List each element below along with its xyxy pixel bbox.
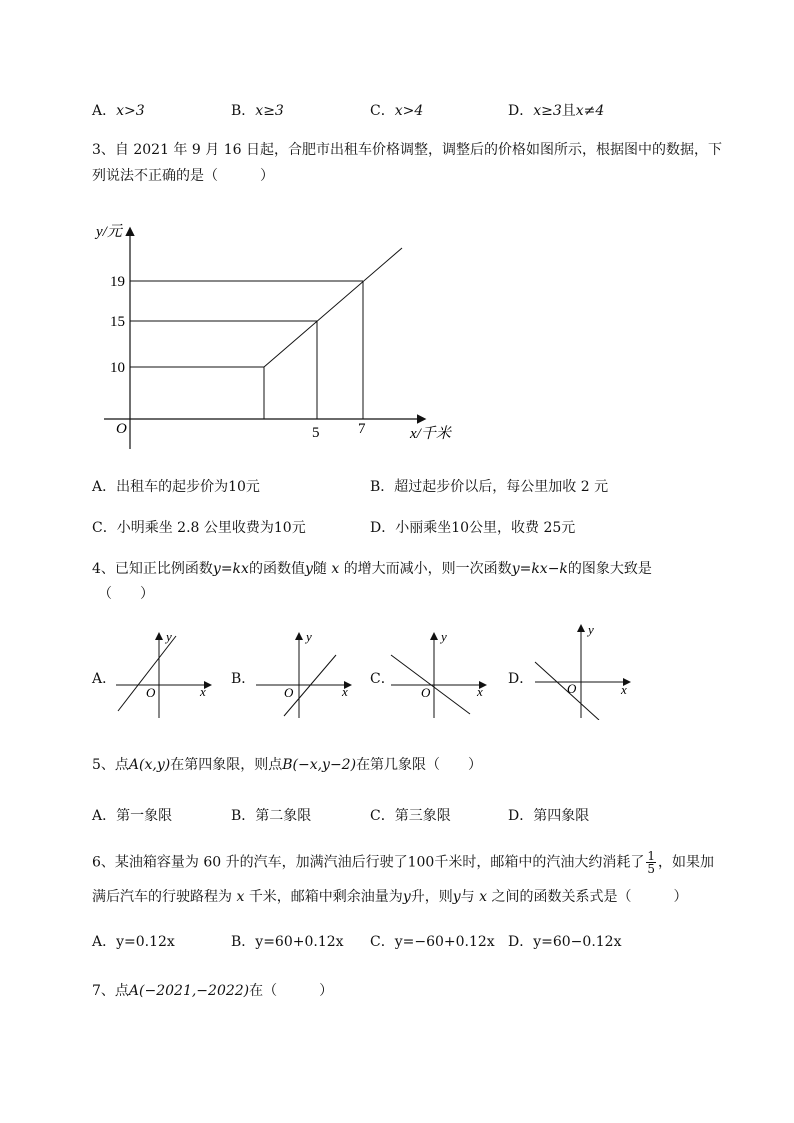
- y-tick-10: 10: [110, 360, 125, 376]
- q5-option-a: A．第一象限: [92, 808, 173, 824]
- q5-option-d: D．第四象限: [508, 808, 590, 824]
- y-axis-label: y/元: [96, 224, 122, 240]
- q4-option-c-graph: [385, 628, 495, 720]
- q4-option-d-graph: [525, 620, 637, 720]
- q2-option-c: C．x>4: [370, 103, 424, 119]
- q4-option-b-label: B．: [231, 671, 256, 687]
- q4-option-a-label: A．: [92, 671, 117, 687]
- svg-text:y: y: [441, 629, 447, 644]
- q4-option-d-label: D．: [508, 671, 534, 687]
- x-tick-5: 5: [312, 425, 320, 441]
- svg-text:x: x: [200, 684, 206, 699]
- svg-text:x: x: [477, 684, 483, 699]
- q5-option-b: B．第二象限: [231, 808, 312, 824]
- q2-option-b: B．x≥3: [231, 103, 284, 119]
- fraction-one-fifth: $\frac{1}{5}$: [647, 849, 655, 876]
- q3-stem-line1: 3、自 2021 年 9 月 16 日起，合肥市出租车价格调整，调整后的价格如图所示，根据图中的数据，下: [92, 142, 722, 158]
- q6-stem-line1: 6、某油箱容量为 60 升的汽车，加满汽油后行驶了100千米时，邮箱中的汽油大约消耗了 $\frac{1}{5}$ ，如果加: [92, 849, 714, 876]
- svg-text:x: x: [621, 682, 627, 697]
- svg-text:O: O: [567, 681, 577, 696]
- q7-stem: 7、点A(−2021,−2022)在（ ）: [92, 983, 334, 999]
- svg-text:O: O: [146, 685, 156, 700]
- q5-stem: 5、点A(x,y)在第四象限，则点B(−x,y−2)在第几象限（ ）: [92, 757, 483, 773]
- svg-text:x: x: [342, 684, 348, 699]
- q4-option-c-label: C．: [370, 671, 395, 687]
- x-tick-7: 7: [358, 421, 366, 437]
- q3-taxi-fare-graph: [92, 215, 472, 455]
- svg-text:y: y: [306, 629, 312, 644]
- q4-stem-line2: （ ）: [98, 586, 154, 602]
- q5-option-c: C．第三象限: [370, 808, 451, 824]
- q6-stem-line2: 满后汽车的行驶路程为 x 千米，邮箱中剩余油量为y升，则y与 x 之间的函数关系式是（ ）: [92, 889, 688, 905]
- svg-text:O: O: [284, 685, 294, 700]
- svg-text:y: y: [588, 622, 594, 637]
- x-axis-label: x/千米: [410, 426, 451, 442]
- q6-option-c: C．y=−60+0.12x: [370, 934, 495, 950]
- q4-option-a-graph: [110, 628, 220, 720]
- svg-text:y: y: [166, 629, 172, 644]
- q6-option-d: D．y=60−0.12x: [508, 934, 622, 950]
- y-tick-15: 15: [110, 314, 125, 330]
- q6-option-a: A．y=0.12x: [92, 934, 175, 950]
- q4-option-b-graph: [250, 628, 360, 720]
- q4-stem-line1: 4、已知正比例函数y=kx的函数值y随 x 的增大而减小，则一次函数y=kx−k的图象大致是: [92, 561, 652, 577]
- q2-option-d: D．x≥3且x≠4: [508, 103, 605, 119]
- q3-option-c: C．小明乘坐 2.8 公里收费为10元: [92, 520, 306, 536]
- q3-stem-line2: 列说法不正确的是（ ）: [92, 168, 274, 184]
- fare-rising-segment: [264, 248, 402, 367]
- q2-option-a: A．x>3: [92, 103, 145, 119]
- q3-option-d: D．小丽乘坐10公里，收费 25元: [370, 520, 576, 536]
- q6-option-b: B．y=60+0.12x: [231, 934, 344, 950]
- q3-option-a: A．出租车的起步价为10元: [92, 479, 260, 495]
- origin-label: O: [116, 421, 127, 437]
- q3-option-b: B．超过起步价以后，每公里加收 2 元: [370, 479, 609, 495]
- y-tick-19: 19: [110, 274, 125, 290]
- svg-text:O: O: [421, 685, 431, 700]
